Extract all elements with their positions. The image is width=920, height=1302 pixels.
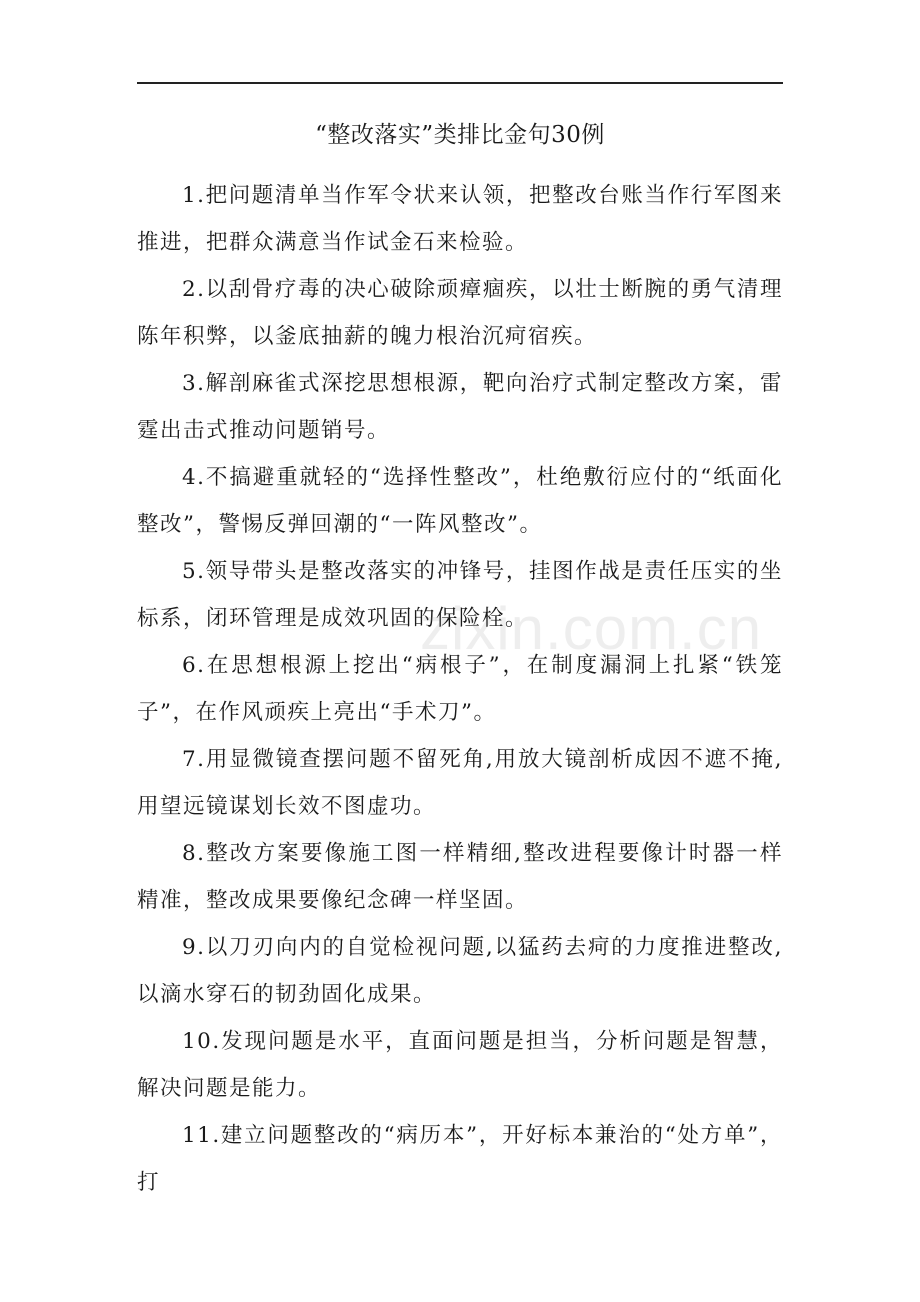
document-title: “整改落实”类排比金句30例	[315, 122, 605, 148]
paragraph-8: 8.整改方案要像施工图一样精细,整改进程要像计时器一样精准，整改成果要像纪念碑一样坚固。	[137, 841, 783, 913]
watermark: zixin.com.cn	[420, 595, 763, 662]
paragraph-5: 5.领导带头是整改落实的冲锋号，挂图作战是责任压实的坐标系，闭环管理是成效巩固的保险栓。	[137, 559, 783, 631]
paragraph-3: 3.解剖麻雀式深挖思想根源，靶向治疗式制定整改方案，雷霆出击式推动问题销号。	[137, 371, 783, 443]
paragraph-1: 1.把问题清单当作军令状来认领，把整改台账当作行军图来推进，把群众满意当作试金石来检验。	[137, 183, 783, 255]
paragraph-6: 6.在思想根源上挖出“病根子”，在制度漏洞上扎紧“铁笼子”，在作风顽疾上亮出“手术刀”。	[137, 653, 783, 725]
paragraph-10: 10.发现问题是水平，直面问题是担当，分析问题是智慧，解决问题是能力。	[137, 1029, 783, 1101]
header-rule	[137, 82, 783, 84]
paragraph-2: 2.以刮骨疗毒的决心破除顽瘴痼疾，以壮士断腕的勇气清理陈年积弊，以釜底抽薪的魄力根治沉疴宿疾。	[137, 277, 783, 349]
paragraph-11: 11.建立问题整改的“病历本”，开好标本兼治的“处方单”，打	[137, 1123, 783, 1195]
paragraph-7: 7.用显微镜查摆问题不留死角,用放大镜剖析成因不遮不掩,用望远镜谋划长效不图虚功。	[137, 747, 783, 819]
document-body	[137, 172, 783, 1206]
paragraph-4: 4.不搞避重就轻的“选择性整改”，杜绝敷衍应付的“纸面化整改”，警惕反弹回潮的“一阵风整改”。	[137, 465, 783, 537]
paragraph-9: 9.以刀刃向内的自觉检视问题,以猛药去疴的力度推进整改,以滴水穿石的韧劲固化成果。	[137, 935, 783, 1007]
